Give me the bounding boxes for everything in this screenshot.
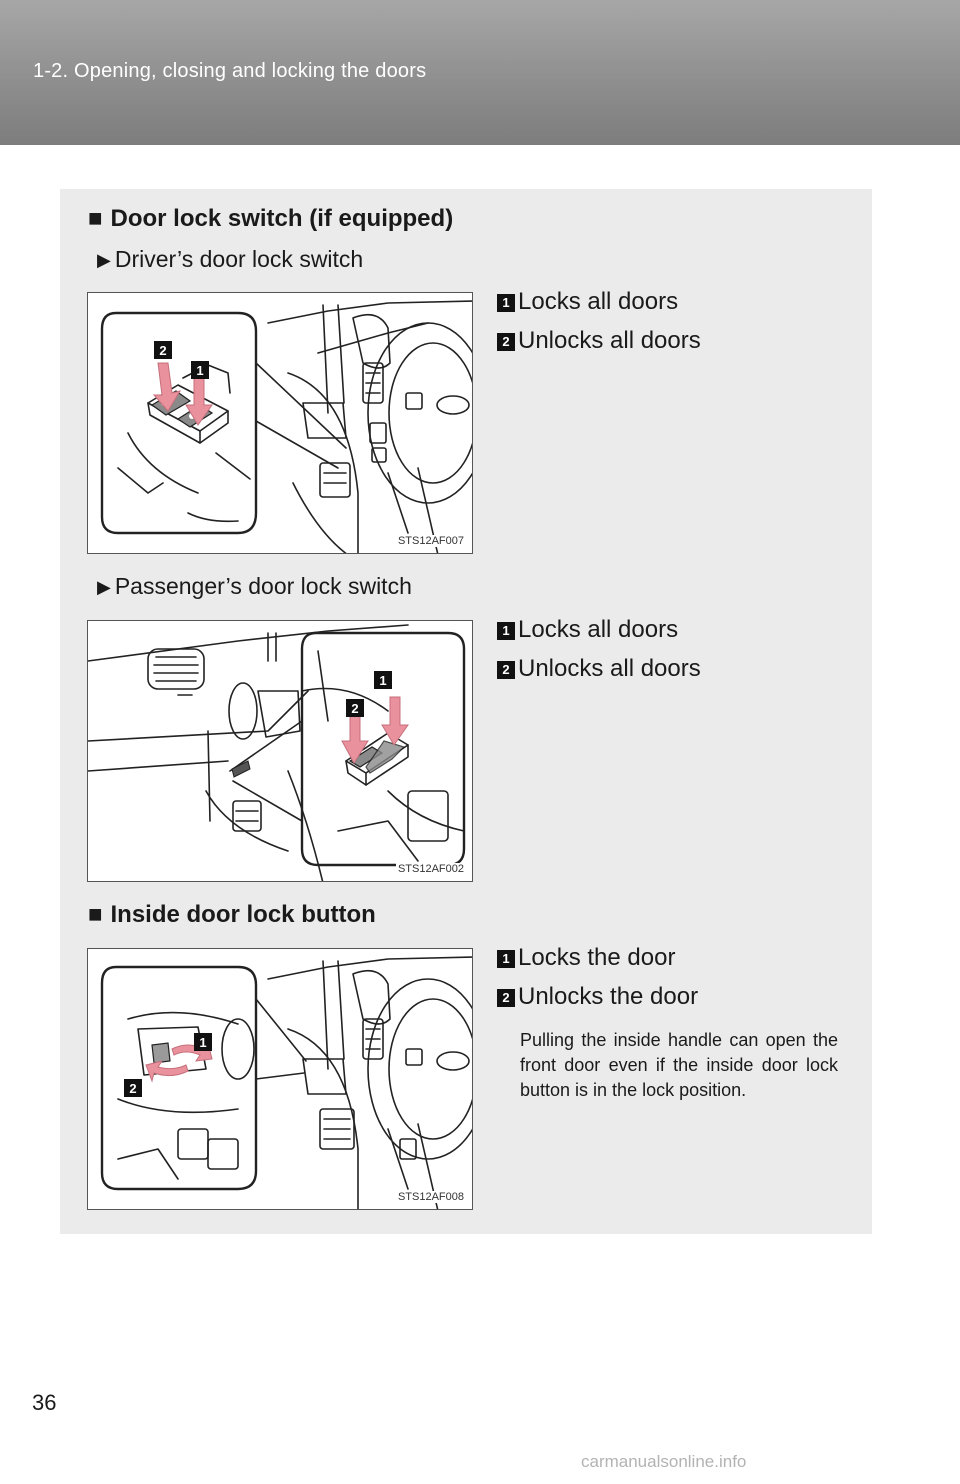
section-title-inside-door-lock-button: ■ Inside door lock button [88,901,376,928]
svg-text:2: 2 [159,343,167,358]
figure-code: STS12AF007 [397,535,464,547]
figure-code: STS12AF002 [397,863,464,875]
svg-text:1: 1 [199,1035,207,1050]
drivers-switch-illustration [88,293,473,554]
square-bullet-icon: ■ [88,205,103,232]
svg-text:2: 2 [129,1081,137,1096]
subtitle-drivers-switch: ▶ Driver’s door lock switch [97,246,364,272]
figure-inside-door-lock-button [87,948,473,1210]
legend-item-1: 1 Locks all doors [497,288,678,316]
page-number: 36 [32,1390,57,1415]
triangle-bullet-icon: ▶ [97,250,111,270]
watermark-text: carmanualsonline.info [581,1452,747,1471]
triangle-bullet-icon: ▶ [97,577,111,597]
figure-passengers-door-lock-switch [87,620,473,882]
square-bullet-icon: ■ [88,901,103,928]
inside-button-illustration [88,949,473,1210]
chapter-title: 1-2. Opening, closing and locking the doors [33,60,427,82]
passengers-switch-illustration [88,621,473,882]
svg-text:1: 1 [196,363,204,378]
svg-text:2: 2 [351,701,359,716]
figure-code: STS12AF008 [397,1191,464,1203]
svg-text:1: 1 [379,673,387,688]
subtitle-passengers-switch: ▶ Passenger’s door lock switch [97,573,412,599]
legend-item-2: 2 Unlocks all doors [497,327,701,355]
legend-item-1: 1 Locks the door [497,944,675,972]
section-title-door-lock-switch: ■ Door lock switch (if equipped) [88,205,454,232]
note-text: Pulling the inside handle can open the front door even if the inside door lock button is in the lock position. [520,1030,838,1100]
page-header [0,0,960,145]
legend-item-2: 2 Unlocks the door [497,983,698,1011]
legend-item-1: 1 Locks all doors [497,616,678,644]
legend-item-2: 2 Unlocks all doors [497,655,701,683]
figure-drivers-door-lock-switch [87,292,473,554]
